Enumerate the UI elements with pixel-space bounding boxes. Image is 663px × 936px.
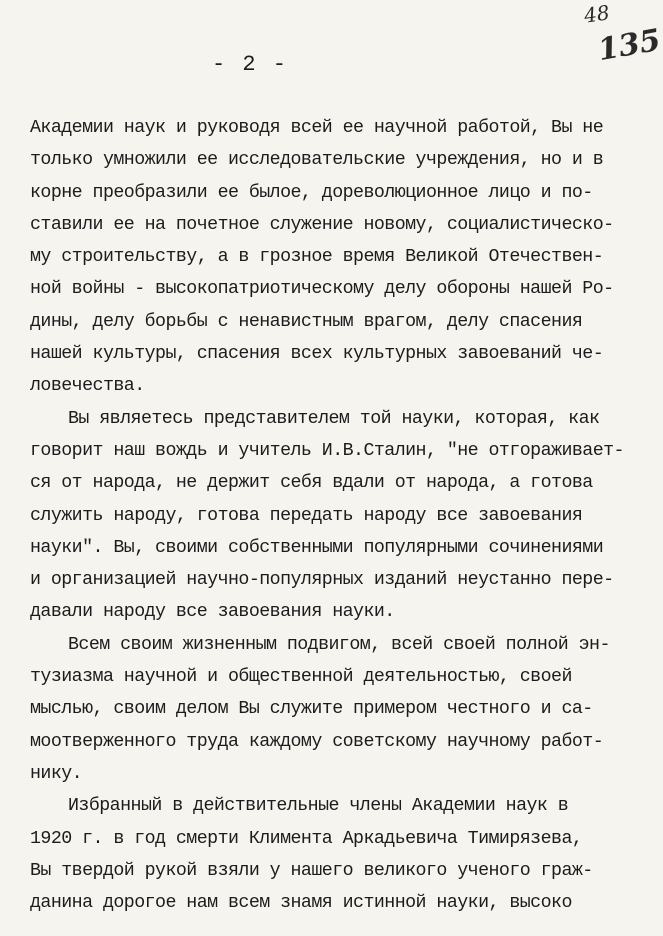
text-line: ставили ее на почетное служение новому, социалистическо- xyxy=(30,214,614,235)
text-line: служить народу, готова передать народу все завоевания xyxy=(30,505,583,526)
text-line: науки". Вы, своими собственными популярными сочинениями xyxy=(30,537,604,558)
text-line: тузиазма научной и общественной деятельностью, своей xyxy=(30,667,572,688)
text-line: Академии наук и руководя всей ее научной работой, Вы не xyxy=(30,118,604,138)
text-line: му строительству, а в грозное время Великой Отечествен- xyxy=(30,247,604,268)
archive-folio-mark-small: 48 xyxy=(582,0,611,28)
paragraph-start-line: Избранный в действительные члены Академии наук в xyxy=(68,796,569,817)
text-line: моотверженного труда каждому советскому научному работ- xyxy=(30,731,604,752)
archive-folio-mark-large: 135 xyxy=(595,22,663,69)
text-line: ся от народа, не держит себя вдали от народа, а готова xyxy=(30,473,593,494)
text-line: давали народу все завоевания науки. xyxy=(30,602,395,623)
text-line: нику. xyxy=(30,763,83,784)
text-line: и организацией научно-популярных изданий неустанно пере- xyxy=(30,570,614,591)
text-line: Вы твердой рукой взяли у нашего великого ученого граж- xyxy=(30,860,593,881)
text-line: данина дорогое нам всем знамя истинной науки, высоко xyxy=(30,893,572,914)
body-text xyxy=(30,112,642,919)
text-line: говорит наш вождь и учитель И.В.Сталин, "не отгораживает- xyxy=(30,440,624,461)
text-line: ловечества. xyxy=(30,376,145,397)
text-line: дины, делу борьбы с ненавистным врагом, делу спасения xyxy=(30,311,583,332)
text-line: ной войны - высокопатриотическому делу обороны нашей Ро- xyxy=(30,279,614,300)
text-line: мыслью, своим делом Вы служите примером честного и са- xyxy=(30,699,593,720)
text-line: нашей культуры, спасения всех культурных завоеваний че- xyxy=(30,344,604,365)
paragraph-start-line: Всем своим жизненным подвигом, всей своей полной эн- xyxy=(68,634,610,655)
text-line: корне преобразили ее былое, дореволюционное лицо и по- xyxy=(30,182,593,203)
page-number: - 2 - xyxy=(211,52,288,77)
text-line: только умножили ее исследовательские учреждения, но и в xyxy=(30,150,604,171)
text-line: 1920 г. в год смерти Климента Аркадьевича Тимирязева, xyxy=(30,828,583,849)
paragraph-start-line: Вы являетесь представителем той науки, которая, как xyxy=(68,408,600,429)
